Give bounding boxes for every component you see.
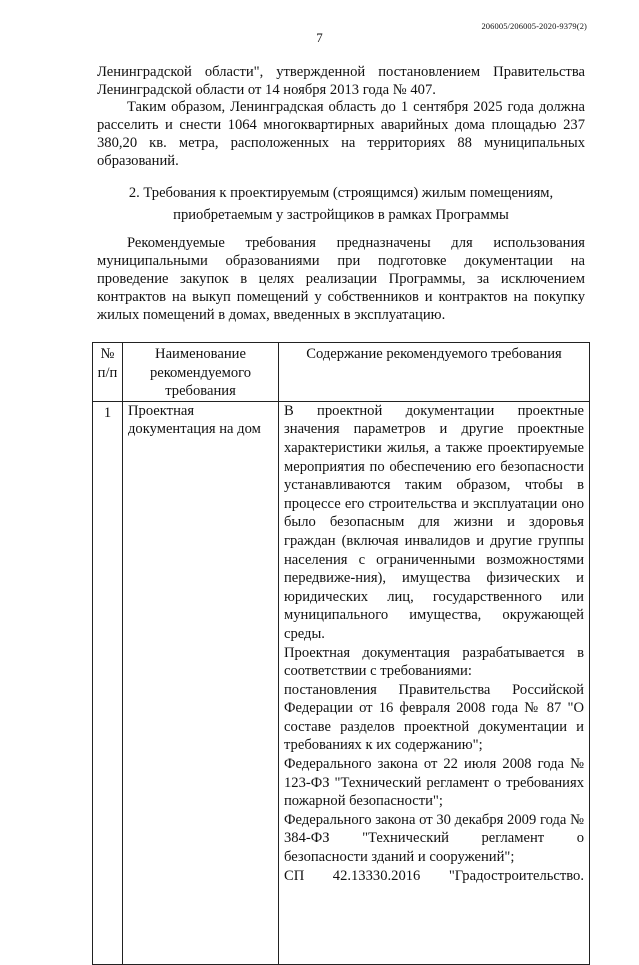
row-number: 1	[93, 401, 123, 964]
section-heading-line-2: приобретаемым у застройщиков в рамках Программы	[173, 207, 509, 223]
document-code: 206005/206005-2020-9379(2)	[481, 21, 587, 31]
paragraph-continuation: Ленинградской области", утвержденной постановлением Правительства Ленинградской области от 14 ноября 2013 года № 407.	[97, 64, 585, 98]
content-paragraph: Проектная документация разрабатывается в соответствии с требованиями:	[284, 644, 584, 680]
section-heading	[97, 182, 585, 226]
page-number: 7	[316, 30, 323, 45]
table-header-row	[93, 343, 590, 402]
requirements-table	[92, 342, 589, 884]
table-row	[93, 401, 590, 964]
header-requirement-name: Наименование рекомендуемого требования	[123, 343, 279, 402]
row-requirement-content	[279, 401, 590, 964]
header-requirement-content: Содержание рекомендуемого требования	[279, 343, 590, 402]
content-paragraph: Федерального закона от 22 июля 2008 года № 123-ФЗ "Технический регламент о требованиях пожарной безопасности";	[284, 756, 584, 810]
content-paragraph: СП 42.13330.2016 "Градостроительство.	[284, 867, 584, 884]
row-requirement-name: Проектная документация на дом	[123, 401, 279, 964]
intro-paragraph: Рекомендуемые требования предназначены для использования муниципальными образованиями при подготовке документации на проведение закупок в целях реализации Программы, за исключением контрактов на выкуп помещений у собственников и контрактов на покупку жилых помещений в домах, введенных в эксплуатацию.	[97, 235, 585, 323]
paragraph-resettlement: Таким образом, Ленинградская область до 1 сентября 2025 года должна расселить и снести 1064 многоквартирных аварийных дома площадью 237 380,20 кв. метра, расположенных на территориях 88 муниципальных образований.	[97, 99, 585, 169]
section-heading-line-1: 2. Требования к проектируемым (строящимся) жилым помещениям,	[128, 185, 554, 201]
content-paragraph: Федерального закона от 30 декабря 2009 года № 384-ФЗ "Технический регламент о безопасности зданий и сооружений";	[284, 811, 584, 866]
content-paragraph: постановления Правительства Российской Федерации от 16 февраля 2008 года № 87 "О составе разделов проектной документации и требованиях к их содержанию";	[284, 681, 584, 754]
header-number: № п/п	[93, 343, 123, 402]
content-paragraph: В проектной документации проектные значения параметров и другие проектные характеристики жилья, а также проектируемые мероприятия по обеспечению его безопасности устанавливаются таким образом, чтобы в процессе его строительства и эксплуатации оно было безопасным для жизни и здоровья граждан (включая инвалидов и другие группы населения с ограниченными возможностями передвиже-ния), имущества физических и юридических лиц, государственного или муниципального имущества, окружающей среды.	[284, 402, 584, 642]
